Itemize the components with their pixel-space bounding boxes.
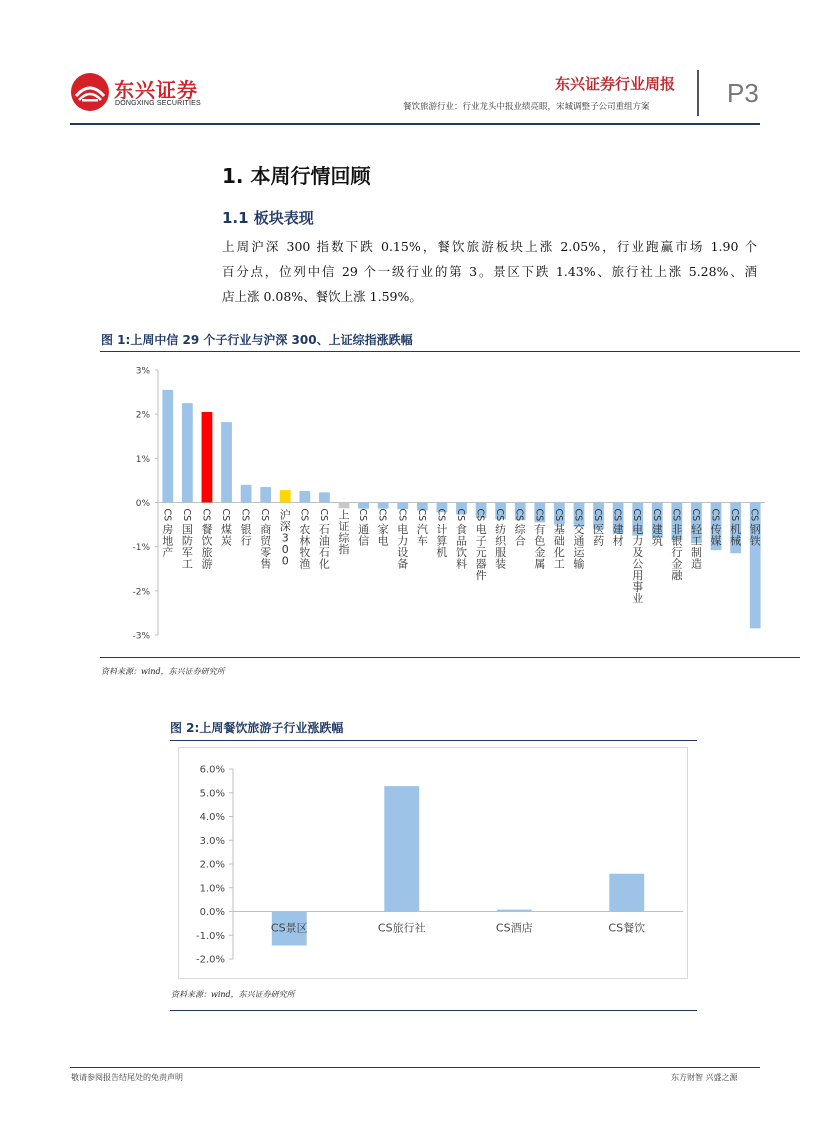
bar — [339, 503, 350, 509]
x-tick-label-char: 国 — [181, 522, 193, 536]
y-tick-label: 3% — [135, 366, 150, 377]
y-tick-label: 2% — [135, 410, 150, 421]
x-tick-label-char: 钢 — [749, 522, 761, 536]
x-tick-label — [200, 509, 212, 571]
x-tick-label-char: 信 — [358, 534, 370, 548]
x-tick-label — [651, 509, 663, 548]
figure2-top-rule — [170, 740, 697, 741]
figure1-title: 图 1:上周中信 29 个子行业与沪深 300、上证综指涨跌幅 — [101, 333, 413, 347]
figure2-bottom-rule — [170, 1010, 697, 1011]
y-tick-label: 1.0% — [199, 883, 225, 895]
figure2-title: 图 2:上周餐饮旅游子行业涨跌幅 — [170, 721, 344, 735]
x-tick-label-char: 石 — [318, 522, 330, 536]
x-tick-label-char: 轻 — [690, 522, 702, 536]
footer-disclaimer: 敬请参阅报告结尾处的免责声明 — [71, 1073, 183, 1082]
x-tick-label-char: 林 — [299, 534, 311, 548]
x-tick-label — [533, 509, 545, 571]
x-tick-label-latin: CS — [376, 508, 388, 522]
x-tick-label-char: 织 — [495, 534, 507, 548]
x-tick-label-char: 游 — [201, 557, 213, 571]
x-tick-label-char: 制 — [690, 545, 702, 559]
x-tick-label-char: 深 — [279, 520, 291, 533]
x-tick-label-char: 装 — [495, 557, 507, 571]
x-tick-label-latin: CS — [748, 508, 760, 522]
x-tick-label: CS酒店 — [495, 921, 533, 935]
x-tick-label — [514, 509, 527, 548]
x-tick-label-char: 零 — [260, 545, 272, 559]
bar — [609, 874, 644, 912]
subsection-heading: 1.1 板块表现 — [222, 209, 314, 227]
x-tick-label — [475, 509, 487, 582]
x-tick-label-char: 饮 — [201, 534, 213, 548]
x-tick-label-char: 基 — [553, 522, 565, 536]
bar — [750, 503, 761, 629]
x-tick-label-char: 公 — [632, 557, 644, 571]
x-tick-label — [670, 509, 683, 582]
x-tick-label-latin: CS — [513, 508, 525, 522]
x-tick-label-char: 传 — [710, 522, 722, 536]
bar — [497, 910, 532, 912]
x-tick-label — [749, 509, 761, 548]
x-tick-label-char: 纺 — [495, 522, 507, 536]
x-tick-label-char: 牧 — [299, 545, 311, 559]
x-tick-label-latin: CS — [631, 508, 643, 522]
x-tick-label-latin: CS — [709, 508, 721, 522]
x-tick-label — [280, 508, 291, 568]
x-tick-label-latin: CS — [533, 508, 545, 522]
x-tick-label-latin: CS — [396, 508, 408, 522]
x-tick-label-char: 药 — [593, 534, 605, 548]
x-tick-label-char: 用 — [632, 568, 644, 582]
x-tick-label-char: 化 — [318, 557, 330, 571]
x-tick-label-char: 0 — [281, 554, 289, 568]
x-tick-label-char: 输 — [573, 557, 585, 571]
x-tick-label-char: 融 — [671, 568, 683, 582]
x-tick-label — [631, 509, 643, 605]
x-tick-label-char: 防 — [181, 534, 193, 548]
figure1-bottom-rule — [100, 657, 800, 658]
x-tick-label-char: 交 — [573, 522, 585, 536]
x-tick-label — [729, 509, 741, 548]
x-tick-label-char: 料 — [456, 557, 467, 571]
y-tick-label: 1% — [135, 454, 150, 465]
figure1-source: 资料来源：wind，东兴证券研究所 — [101, 667, 225, 676]
x-tick-label — [357, 509, 369, 548]
x-tick-label — [710, 509, 722, 548]
bar — [384, 786, 419, 911]
x-tick-label-char: 计 — [436, 522, 448, 536]
x-tick-label-latin: CS — [239, 508, 251, 522]
x-tick-label-char: 品 — [456, 534, 467, 548]
x-tick-label — [220, 509, 232, 548]
paragraph-line: 店上涨 0.08%、餐饮上涨 1.59%。 — [222, 289, 422, 304]
x-tick-label-latin: CS — [435, 508, 447, 522]
x-tick-label-char: 电 — [632, 522, 644, 536]
x-tick-label-latin: CS — [592, 508, 604, 522]
x-tick-label-char: 业 — [632, 591, 644, 605]
x-tick-label-latin: CS — [298, 508, 310, 522]
x-tick-label-latin: CS — [259, 508, 271, 522]
x-tick-label-latin: CS — [670, 508, 682, 522]
x-tick-label-latin: CS — [357, 508, 369, 522]
x-tick-label-char: 金 — [671, 557, 683, 571]
bar — [202, 412, 213, 503]
x-tick-label-char: 3 — [281, 531, 289, 545]
x-tick-label-char: 行 — [240, 534, 252, 548]
x-tick-label-char: 餐 — [201, 522, 213, 536]
figure1-chart — [100, 355, 800, 655]
x-tick-label-char: 煤 — [221, 522, 233, 536]
x-tick-label-latin: CS — [552, 508, 564, 522]
x-tick-label-latin: CS — [161, 508, 173, 522]
x-tick-label-char: 设 — [397, 545, 409, 559]
x-tick-label-latin: CS — [729, 508, 741, 522]
x-tick-label-char: 贸 — [260, 534, 272, 548]
x-tick-label-char: 力 — [397, 534, 409, 548]
x-tick-label-latin: CS — [650, 508, 662, 522]
x-tick-label — [396, 509, 408, 571]
x-tick-label-char: 础 — [553, 534, 565, 548]
bar — [162, 390, 173, 503]
y-tick-label: -2.0% — [195, 954, 225, 966]
header-vertical-divider — [697, 70, 699, 116]
x-tick-label-char: 行 — [671, 545, 683, 559]
x-tick-label-char: 食 — [456, 522, 467, 536]
x-tick-label-char: 炭 — [221, 534, 233, 548]
y-tick-label: 3.0% — [199, 835, 225, 847]
x-tick-label-latin: CS — [415, 508, 427, 522]
x-tick-label-char: 工 — [553, 557, 565, 571]
x-tick-label-char: 材 — [612, 534, 624, 548]
summary-paragraph — [222, 234, 757, 309]
bar — [299, 491, 310, 502]
bar — [280, 490, 291, 502]
bar — [319, 492, 330, 502]
x-tick-label — [377, 509, 389, 548]
x-tick-label-char: 铁 — [749, 534, 761, 548]
x-tick-label — [435, 509, 447, 559]
x-tick-label-char: 汽 — [416, 522, 428, 536]
chart-frame — [179, 748, 688, 979]
x-tick-label — [416, 509, 428, 548]
page-number: P3 — [727, 78, 759, 108]
x-tick-label-char: 有 — [534, 522, 546, 536]
x-tick-label-char: 元 — [475, 545, 487, 559]
y-tick-label: 0% — [135, 499, 150, 509]
x-tick-label-char: 非 — [671, 522, 683, 536]
x-tick-label — [592, 509, 604, 548]
x-tick-label-char: 渔 — [299, 557, 311, 571]
x-tick-label-char: 备 — [397, 557, 409, 571]
section-heading: 1. 本周行情回顾 — [222, 164, 371, 188]
x-tick-label-char: 电 — [475, 522, 487, 536]
x-tick-label — [572, 509, 585, 571]
y-tick-label: 0.0% — [199, 907, 225, 918]
x-tick-label-char: 指 — [338, 543, 350, 556]
x-tick-label-char: 算 — [436, 534, 448, 548]
x-tick-label-latin: CS — [494, 508, 506, 522]
x-tick-label-char: 医 — [593, 522, 605, 536]
x-tick-label-char: 子 — [475, 534, 487, 548]
x-tick-label-char: 银 — [240, 522, 252, 536]
x-tick-label-char: 建 — [612, 522, 624, 536]
x-tick-label-char: 及 — [632, 545, 644, 559]
figure2-source: 资料来源：wind，东兴证券研究所 — [171, 990, 295, 999]
dongxing-logo-icon — [70, 72, 110, 112]
x-tick-label-char: 0 — [281, 543, 289, 556]
x-tick-label-char: 产 — [162, 545, 174, 559]
x-tick-label-char: 事 — [632, 580, 644, 594]
x-tick-label-char: 沪 — [279, 508, 291, 522]
x-tick-label-char: 旅 — [201, 545, 213, 559]
x-tick-label-char: 银 — [671, 534, 683, 548]
bar — [260, 487, 271, 502]
x-tick-label-char: 综 — [338, 531, 350, 545]
x-tick-label: CS餐饮 — [608, 921, 646, 935]
x-tick-label-latin: CS — [200, 508, 212, 522]
x-tick-label-latin: CS — [474, 508, 486, 522]
x-tick-label-latin: CS — [455, 508, 466, 522]
x-tick-label-char: 家 — [377, 522, 389, 536]
x-tick-label-char: 件 — [475, 568, 487, 582]
x-tick-label — [181, 509, 193, 571]
x-tick-label — [455, 509, 467, 571]
y-tick-label: -2% — [132, 587, 150, 598]
x-tick-label — [494, 509, 507, 571]
x-tick-label-char: 造 — [690, 557, 702, 571]
x-tick-label-char: 媒 — [710, 534, 722, 548]
x-tick-label-latin: CS — [317, 508, 329, 522]
page-header — [0, 0, 827, 130]
x-tick-label-latin: CS — [180, 508, 192, 522]
x-tick-label-char: 证 — [338, 520, 350, 533]
x-tick-label — [240, 509, 252, 548]
paragraph-line: 上周沪深 300 指数下跌 0.15%，餐饮旅游板块上涨 2.05%，行业跑赢市场 1.90 个 — [222, 239, 757, 254]
y-tick-label: -1% — [132, 543, 150, 554]
x-tick-label-char: 上 — [338, 508, 350, 522]
x-tick-label-char: 油 — [318, 534, 330, 548]
figure2-chart — [178, 747, 688, 979]
x-tick-label — [612, 509, 624, 548]
x-tick-label — [161, 509, 173, 559]
figure1-top-rule — [100, 351, 800, 352]
x-tick-label-char: 建 — [651, 522, 663, 536]
x-tick-label-char: 综 — [514, 522, 526, 536]
y-tick-label: -1.0% — [195, 930, 225, 942]
x-tick-label-latin: CS — [689, 508, 701, 522]
x-tick-label-char: 色 — [534, 534, 546, 548]
bar — [182, 403, 193, 502]
footer-rule — [70, 1067, 760, 1068]
x-tick-label — [318, 509, 330, 571]
report-subtitle: 餐饮旅游行业：行业龙头中报业绩亮眼，宋城调整子公司重组方案 — [403, 102, 650, 112]
footer-slogan: 东方财智 兴盛之源 — [671, 1073, 738, 1082]
x-tick-label-char: 工 — [181, 557, 193, 571]
x-tick-label-char: 服 — [495, 545, 507, 559]
header-rule — [70, 123, 760, 125]
x-tick-label-char: 属 — [534, 557, 546, 571]
x-tick-label-char: 房 — [162, 522, 174, 536]
y-tick-label: 2.0% — [199, 859, 225, 871]
paragraph-line: 百分点，位列中信 29 个一级行业的第 3。景区下跌 1.43%、旅行社上涨 5.28%、酒 — [222, 264, 757, 279]
x-tick-label-char: 电 — [397, 522, 409, 536]
x-tick-label-char: 械 — [730, 534, 742, 548]
report-name: 东兴证券行业周报 — [555, 75, 676, 93]
x-tick-label-char: 石 — [318, 545, 330, 559]
x-tick-label-char: 农 — [299, 522, 311, 536]
x-tick-label-latin: CS — [572, 508, 584, 522]
x-tick-label-char: 化 — [553, 545, 565, 559]
x-tick-label-char: 售 — [260, 557, 272, 571]
x-tick-label — [339, 508, 351, 557]
y-tick-label: 4.0% — [199, 812, 225, 823]
x-tick-label-latin: CS — [220, 508, 232, 522]
x-tick-label-char: 力 — [632, 534, 644, 548]
x-tick-label — [690, 509, 703, 571]
logo-text-en: DONGXING SECURITIES — [115, 100, 201, 107]
x-tick-label-char: 通 — [358, 522, 370, 536]
x-tick-label-char: 车 — [416, 534, 428, 548]
x-tick-label-char: 器 — [475, 557, 487, 571]
y-tick-label: 5.0% — [199, 788, 225, 800]
x-tick-label-char: 通 — [573, 534, 585, 548]
x-tick-label-char: 商 — [260, 522, 272, 536]
x-tick-label-latin: CS — [611, 508, 623, 522]
x-tick-label — [298, 509, 310, 571]
bar — [221, 422, 232, 502]
x-tick-label-char: 筑 — [651, 534, 663, 548]
x-tick-label — [259, 509, 272, 571]
x-tick-label — [553, 509, 565, 571]
x-tick-label-char: 地 — [162, 534, 174, 548]
bar — [241, 485, 252, 503]
x-tick-label-char: 机 — [436, 545, 448, 559]
y-tick-label: 6.0% — [199, 764, 225, 776]
x-tick-label-char: 合 — [514, 534, 526, 548]
x-tick-label-char: 金 — [534, 545, 546, 559]
x-tick-label-char: 运 — [573, 545, 585, 559]
x-tick-label-char: 工 — [690, 534, 702, 548]
x-tick-label-char: 军 — [181, 545, 193, 559]
x-tick-label: CS景区 — [270, 921, 308, 935]
y-tick-label: -3% — [132, 631, 150, 642]
x-tick-label-char: 饮 — [456, 545, 467, 559]
logo-text-cn: 东兴证券 — [114, 78, 198, 102]
x-tick-label-char: 电 — [377, 534, 389, 548]
x-tick-label-char: 机 — [730, 522, 742, 536]
x-tick-label: CS旅行社 — [377, 921, 426, 935]
